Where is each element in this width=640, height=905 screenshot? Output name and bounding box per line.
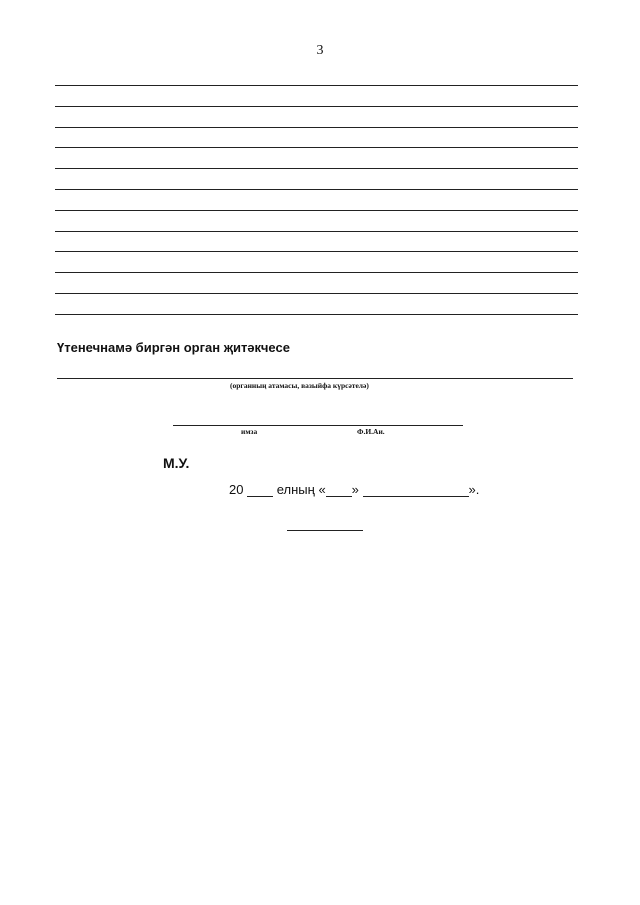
rule-line	[55, 147, 578, 148]
stamp-label: М.У.	[163, 455, 190, 471]
issuer-org-line	[57, 378, 573, 379]
rule-line	[55, 106, 578, 107]
rule-line	[55, 251, 578, 252]
signature-caption: имза	[241, 427, 258, 436]
page-number: 3	[316, 43, 324, 58]
date-year-word: елның	[276, 482, 315, 497]
date-year-prefix: 20	[229, 482, 244, 497]
issuer-head-label: Үтенечнамә биргән орган җитәкчесе	[57, 340, 290, 355]
rule-line	[55, 314, 578, 315]
fio-caption: Ф.И.Аи.	[357, 427, 385, 436]
end-line	[287, 530, 363, 531]
rule-line	[55, 127, 578, 128]
rule-line	[55, 85, 578, 86]
rule-line	[55, 210, 578, 211]
date-day-blank	[326, 484, 352, 497]
date-quote-open: «	[318, 482, 326, 497]
rule-line	[55, 231, 578, 232]
date-month-blank	[363, 484, 469, 497]
ruled-lines	[55, 85, 578, 335]
rule-line	[55, 189, 578, 190]
rule-line	[55, 168, 578, 169]
signature-line	[173, 425, 463, 426]
date-end: ».	[468, 482, 480, 497]
date-quote-close: »	[351, 482, 359, 497]
rule-line	[55, 293, 578, 294]
date-year-blank	[247, 484, 273, 497]
rule-line	[55, 272, 578, 273]
issuer-org-caption: (органның атамасы, вазыйфа күрсәтелә)	[230, 381, 369, 390]
date-row	[229, 482, 479, 497]
